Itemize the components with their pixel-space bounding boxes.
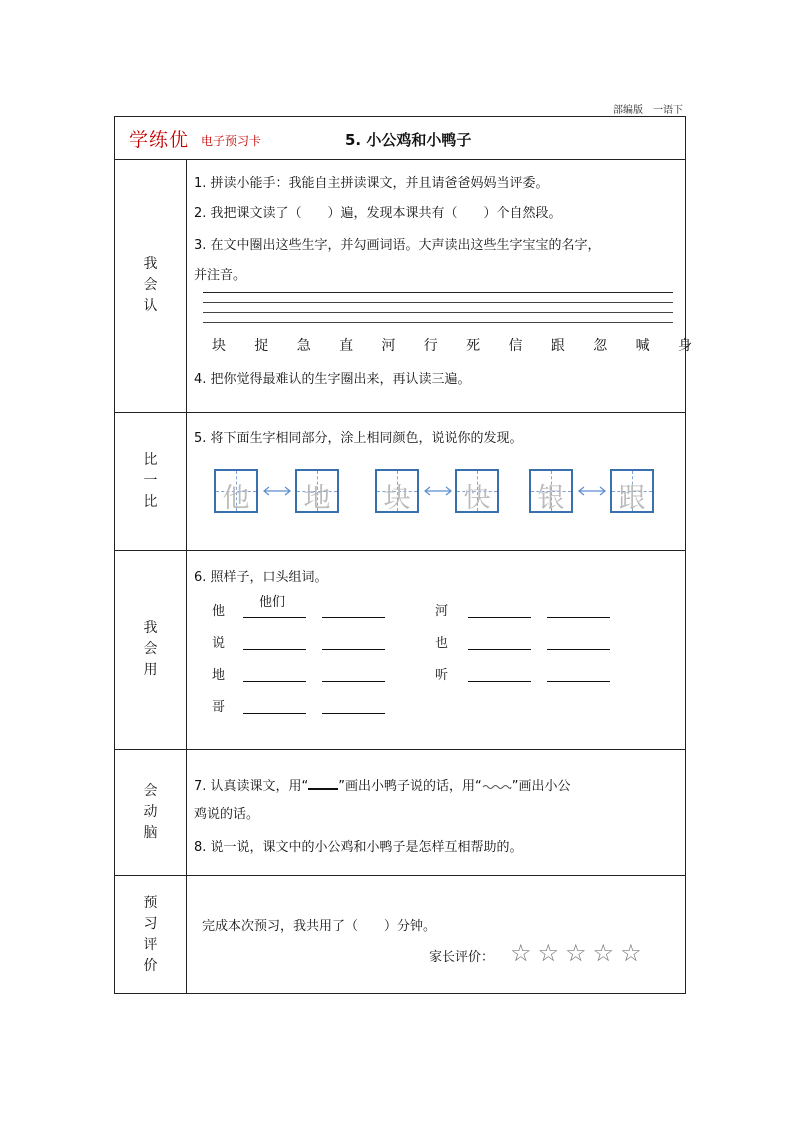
answer-blank[interactable] [322,713,385,714]
double-arrow-icon [576,485,608,497]
character-box[interactable]: 银 [529,469,573,513]
parent-rating-label: 家长评价： [429,950,495,965]
answer-blank[interactable] [547,649,610,650]
question-8: 8. 说一说，课文中的小公鸡和小鸭子是怎样互相帮助的。 [194,840,523,855]
character: 捉 [254,338,269,354]
answer-blank[interactable] [547,681,610,682]
brand-subtitle: 电子预习卡 [201,134,262,148]
pinyin-line [203,322,673,323]
question-7: 7. 认真读课文，用“ ”画出小鸭子说的话，用“ ”画出小公 [194,779,571,794]
answer-blank[interactable] [322,681,385,682]
answer-blank[interactable] [243,681,306,682]
character: 急 [296,338,311,354]
divider [115,875,685,876]
star-icon[interactable]: ☆ [592,939,615,967]
character: 行 [423,338,438,354]
answer-blank[interactable] [322,617,385,618]
section-label-think: 会 动 脑 [143,782,158,841]
pinyin-line [203,302,673,303]
divider [115,159,685,160]
character-box[interactable]: 快 [455,469,499,513]
edition-label: 部编版 一语下 [613,105,683,116]
answer-blank[interactable] [243,713,306,714]
pinyin-line [203,312,673,313]
straight-underline-sample [308,779,338,790]
star-icon[interactable]: ☆ [620,939,642,967]
word-char: 哥 [212,700,226,715]
divider [115,749,685,750]
word-char: 听 [435,668,449,683]
question-5: 5. 将下面生字相同部分，涂上相同颜色，说说你的发现。 [194,431,523,446]
character-box[interactable]: 跟 [610,469,654,513]
question-2: 2. 我把课文读了（ ）遍，发现本课共有（ ）个自然段。 [194,206,562,221]
word-char: 说 [212,636,226,651]
answer-blank[interactable] [243,617,306,618]
answer-blank[interactable] [468,617,531,618]
word-char: 他 [212,604,226,619]
preview-card [114,116,692,994]
word-char: 也 [435,636,449,651]
answer-blank[interactable] [468,649,531,650]
star-icon[interactable]: ☆ [537,939,560,967]
character: 信 [508,338,523,354]
divider [115,412,685,413]
time-spent-text: 完成本次预习，我共用了（ ）分钟。 [202,919,437,934]
question-3: 3. 在文中圈出这些生字，并勾画词语。大声读出这些生字宝宝的名字， [194,238,601,253]
question-3-cont: 并注音。 [194,268,247,283]
word-char: 地 [212,668,226,683]
lesson-title: 5. 小公鸡和小鸭子 [345,131,472,149]
star-rating[interactable] [510,941,642,965]
star-icon[interactable]: ☆ [565,939,587,967]
answer-blank[interactable] [322,649,385,650]
answer-blank[interactable] [468,681,531,682]
word-char: 河 [435,604,449,619]
character: 河 [381,338,396,354]
section-label-recognize: 我 会 认 [143,256,158,314]
question-6: 6. 照样子，口头组词。 [194,570,328,585]
divider [115,550,685,551]
character-box[interactable]: 他 [214,469,258,513]
brand-logo: 学练优 [129,129,190,151]
star-icon[interactable]: ☆ [510,939,532,967]
character: 直 [339,338,354,354]
section-label-compare: 比 一 比 [143,451,158,510]
example-word: 他们 [259,595,286,610]
column-divider [186,159,187,993]
wavy-underline-sample [482,780,512,790]
character: 身 [677,338,692,354]
character: 死 [466,338,481,354]
character-box[interactable]: 块 [375,469,419,513]
answer-blank[interactable] [547,617,610,618]
pinyin-line [203,292,673,293]
character-box[interactable]: 地 [295,469,339,513]
section-label-review: 预 习 评 价 [143,895,158,974]
character-list [212,335,692,355]
double-arrow-icon [422,485,454,497]
character: 跟 [550,338,565,354]
character: 块 [212,338,226,354]
double-arrow-icon [261,485,293,497]
question-7-cont: 鸡说的话。 [194,807,260,822]
character: 喊 [635,338,650,354]
section-label-use: 我 会 用 [143,620,158,678]
answer-blank[interactable] [243,649,306,650]
character: 忽 [593,338,608,354]
question-1: 1. 拼读小能手：我能自主拼读课文，并且请爸爸妈妈当评委。 [194,176,549,191]
question-4: 4. 把你觉得最难认的生字圈出来，再认读三遍。 [194,372,471,387]
